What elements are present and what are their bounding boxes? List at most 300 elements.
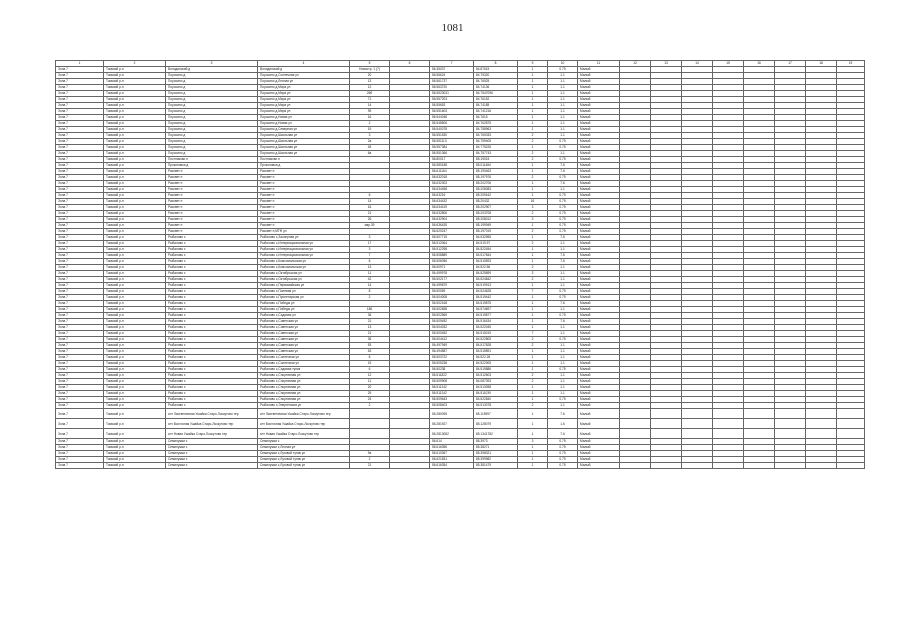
table-cell: 0.75 (548, 211, 578, 217)
table-cell: Рассвет п (166, 169, 258, 175)
table-cell: 56.2813082 (430, 429, 474, 439)
table-cell: 56.55653 (430, 103, 474, 109)
table-cell: 56.63216 (430, 193, 474, 199)
table-cell: Томский р-н (104, 109, 166, 115)
table-cell: 84.522454 (474, 247, 518, 253)
table-cell: Поросино д (166, 133, 258, 139)
table-cell: 1.1 (548, 133, 578, 139)
column-header: 15 (713, 61, 744, 67)
table-cell: 0.75 (548, 139, 578, 145)
table-row (56, 463, 865, 469)
table-cell: 84.511039 (474, 391, 518, 397)
table-cell: 2 (518, 265, 548, 271)
table-cell: 2 (518, 379, 548, 385)
table-cell: Томский р-н (104, 307, 166, 313)
table-cell: Рыбалово с (166, 307, 258, 313)
table-cell: Малый (578, 187, 620, 193)
table-cell: 99 (350, 109, 390, 115)
table-cell: 56.508403 (430, 403, 474, 409)
table-cell: Рыбалово с,Советская ул (258, 325, 350, 331)
table-cell (775, 429, 806, 439)
table-cell: Томский р-н (104, 397, 166, 403)
table-cell: 84.74185 (474, 103, 518, 109)
table-cell: Рыбалово с (166, 313, 258, 319)
table-cell: 2 (518, 343, 548, 349)
table-cell: Поросино д,Мира ул (258, 97, 350, 103)
table-cell: Зона 7 (56, 169, 104, 175)
table-cell: 56.281927 (430, 419, 474, 429)
table-cell: 1 (518, 355, 548, 361)
table-cell: снт Восточная Ушайка Старо-Лоскутово тер (258, 419, 350, 429)
table-cell: Рассвет п (166, 229, 258, 235)
table-cell: Малый (578, 229, 620, 235)
table-cell: Томский р-н (104, 229, 166, 235)
table-cell: 84.76152 (474, 97, 518, 103)
table-cell: Зона 7 (56, 223, 104, 229)
table-cell: 56.497949 (430, 343, 474, 349)
table-cell: 3 (350, 247, 390, 253)
table-cell: 0.75 (548, 67, 578, 73)
table-cell: Малый (578, 367, 620, 373)
table-cell: 2 (518, 373, 548, 379)
table-cell: 56.636435 (430, 223, 474, 229)
table-cell: Томский р-н (104, 403, 166, 409)
table-cell: 53 (350, 343, 390, 349)
table-cell: Зона 7 (56, 271, 104, 277)
table-cell: Поросино д (166, 109, 258, 115)
table-cell: Зона 7 (56, 115, 104, 121)
table-cell: Рыбалово с (166, 391, 258, 397)
table-cell (390, 463, 430, 469)
table-cell: 45 (350, 145, 390, 151)
table-cell: Томский р-н (104, 205, 166, 211)
table-cell: Зона 7 (56, 91, 104, 97)
table-cell: Малый (578, 211, 620, 217)
table-cell: 1.1 (548, 373, 578, 379)
table-cell: Малый (578, 247, 620, 253)
table-cell (651, 409, 682, 419)
table-cell: Рыбалово с (166, 283, 258, 289)
table-cell: 56.540078 (430, 127, 474, 133)
table-cell: Рассвет п (166, 181, 258, 187)
table-cell: Томский р-н (104, 241, 166, 247)
table-cell: 2 (518, 139, 548, 145)
table-cell: 1 (518, 391, 548, 397)
table-cell: Поросино д (166, 115, 258, 121)
table-cell: 85.1341782 (474, 429, 518, 439)
table-cell: Рыбалово с,Комсомольская ул (258, 259, 350, 265)
table-cell: Томский р-н (104, 259, 166, 265)
table-cell: 3 (350, 235, 390, 241)
table-cell: 84.522805 (474, 337, 518, 343)
table-cell: Рыбалово с,Солнечная ул (258, 361, 350, 367)
table-cell: Зона 7 (56, 199, 104, 205)
table-cell: Рассвет п (258, 223, 350, 229)
table-cell: Зона 7 (56, 79, 104, 85)
table-cell: Томский р-н (104, 271, 166, 277)
table-cell: 16 (518, 199, 548, 205)
table-cell: 6 (350, 367, 390, 373)
table-cell: 16 (350, 115, 390, 121)
table-cell (713, 463, 744, 469)
table-cell: 1 (518, 103, 548, 109)
table-cell: Поросино д (166, 103, 258, 109)
table-cell: Поросино д,Мира ул (258, 103, 350, 109)
table-cell: 84.741216 (474, 109, 518, 115)
table-cell: Малый (578, 319, 620, 325)
table-cell: 1.6 (548, 419, 578, 429)
table-cell: 7.6 (548, 163, 578, 169)
table-cell: 84.515019 (474, 331, 518, 337)
table-cell: 56.551366 (430, 151, 474, 157)
table-cell: Томский р-н (104, 115, 166, 121)
table-cell: Зона 7 (56, 157, 104, 163)
column-header: 10 (548, 61, 578, 67)
table-cell: Томский р-н (104, 373, 166, 379)
table-cell: Малый (578, 355, 620, 361)
table-cell: Томский р-н (104, 301, 166, 307)
table-cell: Рыбалово с,Интернациональная ул (258, 241, 350, 247)
table-cell: 0.75 (548, 451, 578, 457)
table-cell: Зона 7 (56, 97, 104, 103)
table-cell: 20 (350, 385, 390, 391)
table-cell (350, 409, 390, 419)
table-cell: Поросино д (166, 121, 258, 127)
table-cell: 56.503722 (430, 355, 474, 361)
column-header: 1 (56, 61, 104, 67)
table-cell: 84.532955 (474, 235, 518, 241)
table-cell: Володинский д (258, 67, 350, 73)
table-cell: Томский р-н (104, 145, 166, 151)
table-cell: Зона 7 (56, 151, 104, 157)
table-body (56, 67, 865, 469)
table-cell (806, 429, 837, 439)
table-cell: 19 (350, 127, 390, 133)
table-cell: 0.75 (548, 313, 578, 319)
table-cell: Поросино д (166, 79, 258, 85)
table-cell: 84.517844 (474, 253, 518, 259)
table-cell: 84.775226 (474, 145, 518, 151)
table-cell: 1.1 (548, 283, 578, 289)
table-cell: Поросино д,Солнечная ул (258, 73, 350, 79)
table-cell: Семилужки с,Лесная ул (258, 445, 350, 451)
table-cell: Рыбалово с (166, 343, 258, 349)
table-cell: 1.1 (548, 103, 578, 109)
table-cell: Рыбалово с,Советская ул (258, 343, 350, 349)
table-cell: 1 (518, 283, 548, 289)
table-cell: Малый (578, 115, 620, 121)
table-cell: 8 (350, 259, 390, 265)
table-cell: Малый (578, 361, 620, 367)
table-cell: Малый (578, 127, 620, 133)
table-cell: 2а (350, 139, 390, 145)
table-cell: Малый (578, 429, 620, 439)
table-cell: Малый (578, 313, 620, 319)
table-cell: 56.512064 (430, 241, 474, 247)
table-cell: Зона 7 (56, 301, 104, 307)
table-cell: Рыбалово с,Советская ул (258, 331, 350, 337)
table-cell: 56.611164 (430, 169, 474, 175)
table-cell: Томский р-н (104, 85, 166, 91)
table-cell: 8 (350, 289, 390, 295)
table-cell: 0.75 (548, 157, 578, 163)
table-cell: Малый (578, 97, 620, 103)
table-cell: 1 (518, 79, 548, 85)
table-cell: Зона 7 (56, 133, 104, 139)
table-cell: Поросино д (166, 139, 258, 145)
table-cell: Рыбалово с (166, 379, 258, 385)
table-cell (651, 463, 682, 469)
table-cell: Рыбалово с (166, 289, 258, 295)
table-cell: Томский р-н (104, 391, 166, 397)
table-cell: Малый (578, 151, 620, 157)
table-cell: Томский р-н (104, 235, 166, 241)
table-cell: 84.522840 (474, 397, 518, 403)
table-cell: 2 (518, 229, 548, 235)
table-cell: 56.511242 (430, 385, 474, 391)
table-cell: Малый (578, 349, 620, 355)
table-cell: Малый (578, 451, 620, 457)
table-cell: 1.1 (548, 355, 578, 361)
table-cell: Томский р-н (104, 265, 166, 271)
table-cell: 84.519875 (474, 301, 518, 307)
table-cell: 84.516434 (474, 319, 518, 325)
table-cell: 26б (350, 91, 390, 97)
table-cell: 85.199949 (474, 223, 518, 229)
table-cell: 1.1 (548, 151, 578, 157)
table-cell: Рыбалово с,Победы ул (258, 301, 350, 307)
table-cell: 7.6 (548, 259, 578, 265)
table-cell: Зона 7 (56, 337, 104, 343)
table-cell: Рассвет п (258, 211, 350, 217)
table-cell: Малый (578, 409, 620, 419)
table-cell (390, 419, 430, 429)
table-cell: 56.551113 (430, 139, 474, 145)
table-cell: 1.1 (548, 343, 578, 349)
table-cell: Томский р-н (104, 199, 166, 205)
table-cell: 56.616356 (430, 445, 474, 451)
table-cell (350, 429, 390, 439)
table-cell: Зона 7 (56, 193, 104, 199)
table-cell: 13 (350, 265, 390, 271)
table-cell: 1.1 (548, 241, 578, 247)
table-cell: Томский р-н (104, 367, 166, 373)
column-header: 5 (350, 61, 390, 67)
table-cell: Томский р-н (104, 217, 166, 223)
table-cell: 3 (518, 271, 548, 277)
table-cell: 56.634419 (430, 205, 474, 211)
table-cell: 0.75 (548, 337, 578, 343)
table-cell: 6 (350, 193, 390, 199)
table-cell: 84.513058 (474, 385, 518, 391)
table-cell: 1 (518, 367, 548, 373)
table-cell: Зона 7 (56, 217, 104, 223)
table-cell: Малый (578, 223, 620, 229)
table-cell: 1 (518, 451, 548, 457)
table-cell: 1 (518, 419, 548, 429)
table-cell: Малый (578, 307, 620, 313)
table-cell: Малый (578, 337, 620, 343)
table-cell (682, 429, 713, 439)
table-cell: Томский р-н (104, 331, 166, 337)
table-cell: 84.515593 (474, 259, 518, 265)
table-cell: 1 (518, 319, 548, 325)
table-cell: 84.760033 (474, 133, 518, 139)
table-cell: Малый (578, 457, 620, 463)
table-cell: Малый (578, 343, 620, 349)
table-cell: 7.6 (548, 181, 578, 187)
table-cell: 56.280095 (430, 409, 474, 419)
table-cell: 7.6 (548, 235, 578, 241)
table-cell: Поросино д (166, 151, 258, 157)
table-cell: Рыбалово с (166, 271, 258, 277)
table-cell: 85.399982 (474, 457, 518, 463)
table-cell: Томский р-н (104, 337, 166, 343)
table-cell: 7 (518, 289, 548, 295)
table-cell: 2 (518, 403, 548, 409)
table-cell: Поросино д,Мира ул (258, 91, 350, 97)
table-cell: 84.525899 (474, 271, 518, 277)
table-cell: Малый (578, 157, 620, 163)
table-cell: Рыбалово с (166, 403, 258, 409)
table-cell: Малый (578, 235, 620, 241)
table-cell: 0.75 (548, 199, 578, 205)
table-cell: 1.1 (548, 85, 578, 91)
table-cell: 84.7547096 (474, 91, 518, 97)
table-cell: 1 (518, 457, 548, 463)
table-cell: 56.632303 (430, 181, 474, 187)
table-cell: 56.616354 (430, 463, 474, 469)
table-cell (775, 419, 806, 429)
table-cell: Поросино д,Северная ул (258, 127, 350, 133)
table-cell: Томский р-н (104, 163, 166, 169)
table-cell: Зона 7 (56, 313, 104, 319)
table-cell: 1.1 (548, 325, 578, 331)
table-cell: 21 (350, 463, 390, 469)
table-cell: Прокоповка д (258, 163, 350, 169)
table-cell: 84.513078 (474, 403, 518, 409)
table-cell: 1 (518, 429, 548, 439)
table-cell: Томский р-н (104, 139, 166, 145)
table-cell: 84.7615 (474, 115, 518, 121)
table-cell: 1.1 (548, 187, 578, 193)
table-cell: Поросино д,Новая ул (258, 115, 350, 121)
table-cell: Малый (578, 79, 620, 85)
table-cell: снт Новая Ушайка Старо-Лоскутово тер (258, 429, 350, 439)
table-cell: 84.574697 (474, 307, 518, 313)
table-cell: 13 (350, 79, 390, 85)
table-cell: Рыбалово с,Садовая ул (258, 313, 350, 319)
table-cell: Томский р-н (104, 457, 166, 463)
table-cell: Рыбалово с (166, 295, 258, 301)
table-cell: Зона 7 (56, 181, 104, 187)
table-cell: Рыбалово с,Октябрьская ул (258, 277, 350, 283)
table-cell: Семилужки с (166, 445, 258, 451)
table-cell: Малый (578, 103, 620, 109)
table-cell: Рыбалово с (166, 319, 258, 325)
table-cell: 1 (518, 259, 548, 265)
table-cell: 2 (518, 175, 548, 181)
table-cell: Рассвет п (166, 223, 258, 229)
table-cell: 84.519886 (474, 367, 518, 373)
table-cell: 1.1 (548, 277, 578, 283)
table-cell: Семилужки с,Луговой тупик ул (258, 457, 350, 463)
table-cell: Зона 7 (56, 419, 104, 429)
table-cell: Малый (578, 445, 620, 451)
table-cell: 0.75 (548, 175, 578, 181)
table-cell: Рассвет п (258, 193, 350, 199)
table-cell: Томский р-н (104, 319, 166, 325)
table-cell: Малый (578, 205, 620, 211)
table-row (56, 419, 865, 429)
table-cell: 1 (518, 73, 548, 79)
table-cell: Поросино д,Школьная ул (258, 151, 350, 157)
table-cell: 36 (350, 313, 390, 319)
table-cell: 56.504008 (430, 295, 474, 301)
table-cell: Зона 7 (56, 295, 104, 301)
table-cell (620, 409, 651, 419)
table-cell: Томский р-н (104, 277, 166, 283)
table-cell: 1.1 (548, 361, 578, 367)
table-cell: Зона 7 (56, 403, 104, 409)
table-cell: 1 (518, 67, 548, 73)
table-cell: 56.580188 (430, 163, 474, 169)
table-cell (744, 463, 775, 469)
table-cell: 56.511242 (430, 391, 474, 397)
table-cell: 56.504032 (430, 325, 474, 331)
table-cell: 1 (518, 247, 548, 253)
table-cell: Малый (578, 73, 620, 79)
table-cell: 7.6 (548, 301, 578, 307)
table-cell: Рассвет п (166, 217, 258, 223)
table-cell: 84.522005 (474, 361, 518, 367)
table-cell: 20 (350, 73, 390, 79)
data-table (55, 60, 865, 469)
table-cell: 6а (350, 151, 390, 157)
table-cell: Зона 7 (56, 343, 104, 349)
table-cell: 84.522.28 (474, 355, 518, 361)
table-cell: 0.75 (548, 223, 578, 229)
table-cell: 85.128079 (474, 419, 518, 429)
table-cell: Малый (578, 145, 620, 151)
table-cell (682, 463, 713, 469)
table-cell: Зона 7 (56, 409, 104, 419)
page-number: 1081 (441, 22, 464, 34)
table-cell: 0.75 (548, 217, 578, 223)
table-cell: Малый (578, 217, 620, 223)
table-cell: 85.209162 (474, 193, 518, 199)
table-cell: 85.20432 (474, 199, 518, 205)
table-cell: 1.1 (548, 115, 578, 121)
table-cell: 84.519877 (474, 313, 518, 319)
table-cell: Зона 7 (56, 73, 104, 79)
table-cell: Рассвет п (258, 187, 350, 193)
table-cell: 11 (350, 379, 390, 385)
table-cell: 1 (518, 235, 548, 241)
table-cell: Рыбалово с (166, 301, 258, 307)
table-cell: Зона 7 (56, 397, 104, 403)
table-cell (744, 429, 775, 439)
table-cell: 85.208012 (474, 217, 518, 223)
table-cell: Поросино д (166, 73, 258, 79)
table-cell: Рыбалово с,Энергетиков ул (258, 403, 350, 409)
table-cell: Малый (578, 373, 620, 379)
table-cell: 85.381479 (474, 463, 518, 469)
table-cell: 1.1 (548, 307, 578, 313)
column-header: 14 (682, 61, 713, 67)
table-cell: 1.1 (548, 385, 578, 391)
table-cell: 85.202907 (474, 205, 518, 211)
